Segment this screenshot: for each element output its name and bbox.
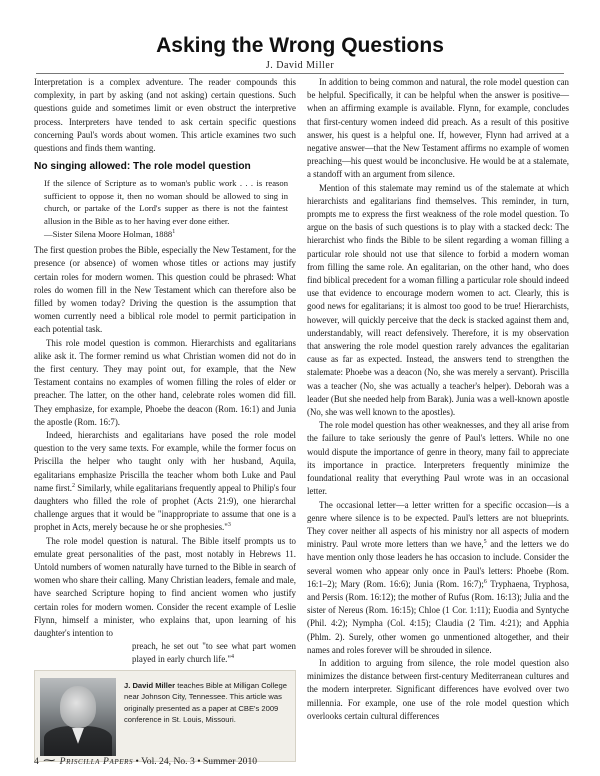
footnote-ref: 4: [231, 654, 234, 661]
author-bio-text: [124, 680, 290, 726]
footnote-ref: 1: [172, 228, 176, 235]
paragraph: This role model question is common. Hierarchists and egalitarians alike ask it. The former remind us what Christian women did not do in the first century. They may point out, for example, that the New Testament contains no examples of women filling the roles of elder or preacher. The latter, on the other hand, celebrate roles women did fill. They emphasize, for example, Phoebe the deacon (Rom. 16:1) and Junia the apostle (Rom. 16:7).: [34, 337, 296, 427]
paragraph: [34, 429, 296, 535]
issue-date: Summer 2010: [202, 756, 258, 767]
footer-bullet: •: [197, 756, 201, 767]
bio-description: teaches Bible at Milligan College near Johnson City, Tennessee. This article was originally presented as a paper at CBE's 2009 conference in St. Louis, Missouri.: [124, 680, 287, 725]
paragraph: The role model question is natural. The Bible itself prompts us to emulate great personalities of the past, most notably in Hebrews 11. Untold numbers of women naturally have turned to the Bible in search of women who share their calling. Many Christian leaders, female and male, have searched Scripture hoping to find ancient women who justify certain roles for modern women. Consider the recent example of Leslie Flynn, himself a minister, who explains that, upon learning of his daughter's intention to: [34, 535, 296, 639]
article-author: J. David Miller: [265, 60, 335, 71]
bio-author-name: J. David Miller: [124, 680, 176, 690]
intro-paragraph: Interpretation is a complex adventure. The reader compounds this complexity, in part by asking (and not asking) certain questions. Such questions guide and sometimes limit or even obstruct the interpretive process. Interpreters have tended to ask certain specific questions concerning Paul's words about women. This article examines two such questions and finds them wanting.: [34, 77, 296, 154]
paragraph-text: The occasional letter—a letter written for a specific occasion—is a genre where silence is to be expected. Paul's letters are not blueprints. They cover neither all aspects of his ministry nor all aspects of modern ministry. Paul wrote more letters than we have,: [307, 499, 569, 550]
right-column: [307, 76, 569, 756]
section-heading: No singing allowed: The role model question: [34, 161, 251, 173]
magazine-name: Priscilla Papers: [59, 756, 134, 767]
left-column: [34, 76, 296, 766]
quote-attribution-text: —Sister Silena Moore Holman, 1888: [44, 228, 173, 239]
quote-attribution: [44, 228, 288, 241]
footnote-ref: 5: [483, 539, 487, 546]
article-title: Asking the Wrong Questions: [156, 34, 444, 57]
footnote-ref: 3: [227, 522, 231, 529]
paragraph: The first question probes the Bible, especially the New Testament, for the presence (or absence) of women whose titles or actions may justify certain roles for modern women. This question could be phrased: What roles do women fill in the New Testament which can therefore also be filled by women today? Driving the question is the assumption that women currently need a biblical role model to permit participation in each potential task.: [34, 245, 296, 335]
page-footer: [34, 753, 434, 768]
page-number: 4: [34, 756, 39, 767]
paragraph-text: preach, he set out "to see what part women played in early church life.": [132, 641, 296, 665]
footnote-ref: 6: [483, 578, 487, 585]
footer-bullet: •: [135, 756, 139, 767]
paragraph: In addition to arguing from silence, the role model question also minimizes the distance between first-century Mediterranean cultures and the modern interpreter. Significant differences have evolved over two millennia. For example, one use of the role model question which overlooks certain cultural differences: [307, 657, 569, 721]
quote-text: If the silence of Scripture as to woman's public work . . . is reason sufficient to oppose it, then no woman should be allowed to sing in church, or partake of the Lord's supper as there is not the faintest allusion in the Bible as to her having ever done either.: [44, 178, 288, 226]
paragraph-continuation: [132, 640, 296, 666]
author-photo: [40, 678, 116, 756]
author-bio-box: [34, 670, 296, 762]
paragraph-text: and the letters we do have mention only those leaders he has occasion to include. Consider the several women who appear only once in Paul's letters: Phoebe (Rom. 16:1–2); Mary (Rom. 16:6); Junia (Rom. 16:7);: [307, 539, 569, 589]
paragraph: [307, 499, 569, 657]
paragraph-text: Indeed, hierarchists and egalitarians have posed the role model question to the very same texts. For example, while the former focus on Priscilla the helper who taught only with her husband, Aquila, egalitarians emphasize Priscilla the teacher whom both Luke and Paul name first.: [34, 430, 296, 493]
author-divider: [36, 73, 564, 74]
ornament-icon: ⁓: [43, 753, 56, 767]
photo-head: [60, 686, 96, 728]
epigraph-quote: [44, 177, 288, 240]
paragraph-text: Similarly, while egalitarians frequently appeal to Philip's four daughters who filled the role of prophet (Acts 21:9), one hierarchal challenge argues that it would be "inappropriate to assume that one is a prophet in Acts, merely because he or she prophesies.": [34, 482, 296, 533]
paragraph: Mention of this stalemate may remind us of the stalemate at which hierarchists and egalitarians find themselves. This reminder, in turn, prompts me to express the first weakness of the role model question. To argue on the basis of such questions is to play with a stacked deck: The hierarchist who finds the Bible to be silent regarding a woman filling a particular role should not use that silence to forbid a modern woman from filling the same role. An egalitarian, on the other hand, who does find biblical precedent for a woman filling a particular role should indeed use that evidence to encourage modern women to act. Clearly, this is good news for egalitarians; it is almost too good to be true! Hierarchists, however, will quickly perceive that the deck is stacked against them and, understandably, will react defensively. Therefore, it is my observation that answering the role model question rarely advances the egalitarian cause as far as expected. Instead, the answers tend to strengthen the stalemate: Phoebe was a deacon (No, she was merely a servant). Priscilla was a teacher (No, she was actually a teacher's helper). Deborah was a leader (But she needed help from Barak). Junia was a well-known apostle (No, she was well known to the apostles).: [307, 182, 569, 418]
issue-info: Vol. 24, No. 3: [141, 756, 195, 767]
paragraph: The role model question has other weaknesses, and they all arise from the failure to take seriously the genre of Paul's letters. While no one would dispute the importance of genre in theory, many fail to appreciate its importance in practice. Interpreters frequently minimize the foundational reality that everything Paul wrote was in an occasional letter.: [307, 420, 569, 497]
paragraph-text: Tryphaena, Tryphosa, and Persis (Rom. 16:12); the mother of Rufus (Rom. 16:13); Julia and the sister of Nereus (Rom. 16:15); Chloe (1 Cor. 1:11); Euodia and Syntyche (Phil. 4:2); Nympha (Col. 4:15); Claudia (2 Tim. 4:21); and Apphia (Phlm. 2). Surely, other women go unmentioned altogether, and their names and roles forever will be shrouded in silence.: [307, 578, 569, 655]
footnote-ref: 2: [72, 482, 75, 489]
paragraph: In addition to being common and natural, the role model question can be helpful. Specifically, it can be helpful when the answer is positive—when an affirming example is available. Flynn, for example, concludes that first-century women indeed did preach. As a result of this positive answer, his quest is a helpful one. If, however, Flynn had arrived at a negative answer—that the New Testament affirms no example of women preaching—his quest would be inconclusive. He would be at a stalemate, a standoff with an argument from silence.: [307, 77, 569, 180]
